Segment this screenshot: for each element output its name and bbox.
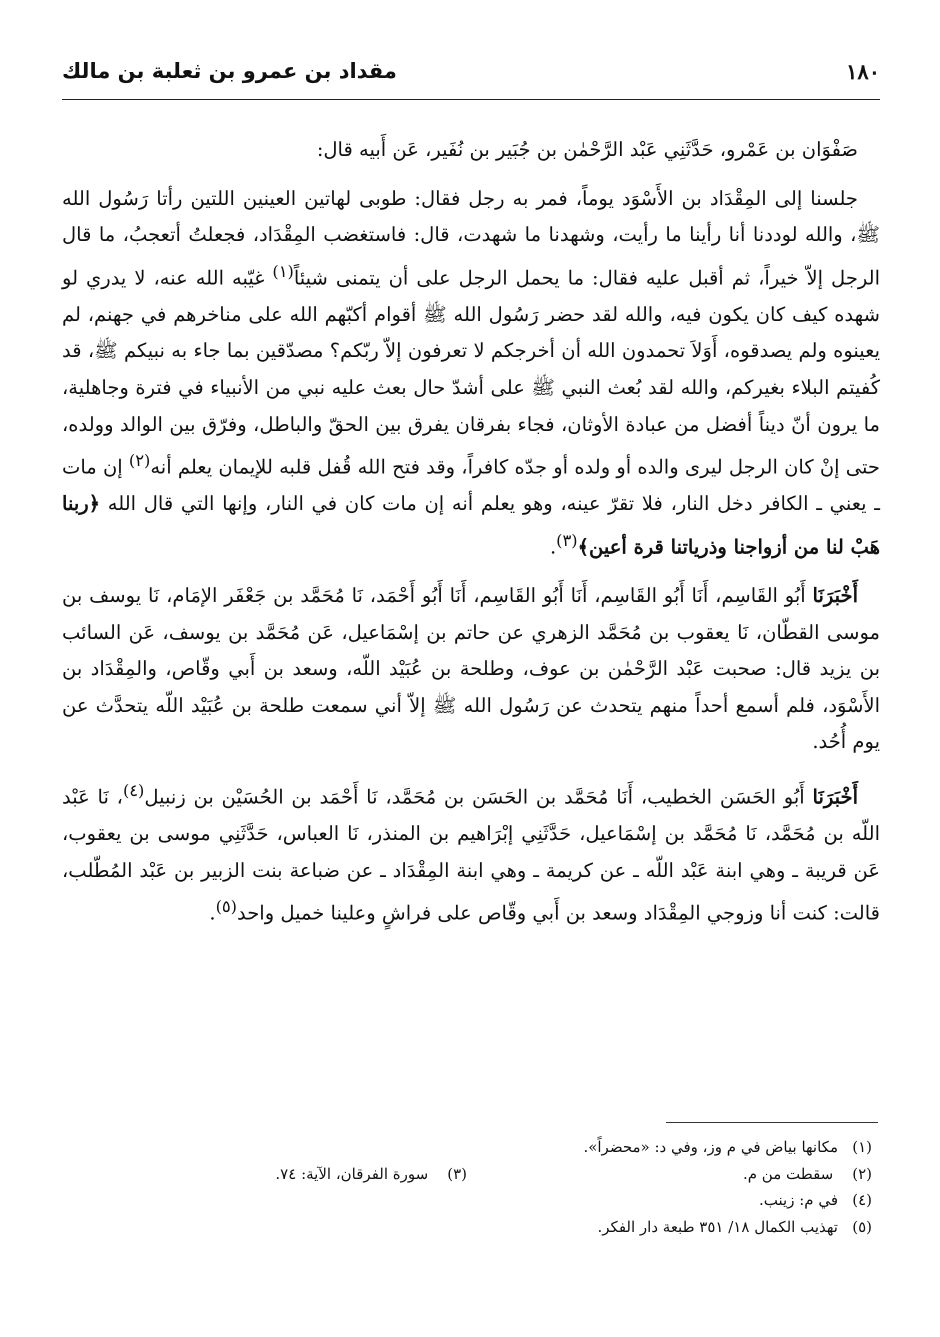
footnote-text: تهذيب الكمال ١٨/ ٣٥١ طبعة دار الفكر. <box>597 1217 838 1236</box>
paragraph-2-text-c: إن مات ـ يعني ـ الكافر دخل النار، فلا تقرّ عينه، وهو يعلم أنه إن مات كان في النار، وإنها التي قال الله <box>62 455 880 516</box>
footnote-ref-2: (٢) <box>128 451 151 471</box>
paragraph-1: صَفْوَان بن عَمْرو، حَدَّثَنِي عَبْد الرَّحْمٰن بن جُبَير بن نُفَير، عَن أَبيه قال: <box>316 138 858 161</box>
footnote-number: (٥) <box>852 1217 872 1236</box>
akhbarana-lead: أَخْبَرَنَا <box>812 584 858 608</box>
footnote-text: مكانها بياض في م وز، وفي د: «محضراً». <box>583 1138 838 1156</box>
footnote-number: (٢) <box>852 1164 872 1183</box>
footnote-ref-5: (٥) <box>215 897 237 917</box>
footnote-row-2-3 <box>62 1161 872 1188</box>
footnote-ref-3: (٣) <box>556 530 578 550</box>
paragraph-2-text-b: غيّبه الله عنه، لا يدري لو شهده كيف كان يكون فيه، والله لقد حضر رَسُول الله ﷺ أقوام أكبّهم الله على مناخرهم في جهنم، لم يعينوه ولم يصدقوه، أَوَلاَ تحمدون الله أن أخرجكم لا تعرفون إلاّ ربّكم؟ مصدّقين بما جاء به نبيكم ﷺ، قد كُفيتم البلاء بغيركم، والله لقد بُعث النبي ﷺ على أشدّ حال بعث عليه نبي من الأنبياء في فترة وجاهلية، ما يرون أنّ ديناً أفضل من عبادة الأوثان، فجاء بفرقان يفرق بين الحقّ والباطل، وفرّق بين الوالد وولده، حتى إنْ كان الرجل ليرى والده أو ولده أو جدّه كافراً، وقد فتح الله قُفل قلبه للإيمان يعلم أنه <box>62 266 880 479</box>
footnote-ref-4: (٤) <box>122 781 145 800</box>
paragraph-4-text-c: . <box>209 901 216 925</box>
footnote-ref-1: (١) <box>272 261 294 281</box>
page-header <box>62 55 880 100</box>
paragraph-4 <box>62 773 880 932</box>
footnote-5 <box>62 1214 872 1241</box>
running-title: مقداد بن عمرو بن ثعلبة بن مالك <box>62 59 397 83</box>
footnote-number: (٣) <box>447 1164 467 1183</box>
paragraph-4-text-a: أَبُو الحَسَن الخطيب، أَنَا مُحَمَّد بن الحَسَن بن مُحَمَّد، نَا أَحْمَد بن الحُسَيْن بن زنبيل <box>144 785 813 809</box>
footnote-text: في م: زينب. <box>759 1191 838 1209</box>
footnote-text: سورة الفرقان، الآية: ٧٤. <box>275 1164 429 1183</box>
paragraph-4-text-b: ، نَا عَبْد اللّه بن مُحَمَّد، نَا مُحَمَّد بن إسْمَاعيل، حَدَّثَنِي إبْرَاهيم بن المنذر، نَا العباس، حَدَّثَنِي موسى بن يعقوب، عَن قريبة ـ وهي ابنة عَبْد اللّه ـ عن كريمة ـ وهي ابنة المِقْدَاد ـ عن ضباعة بنت الزبير بن عَبْد المُطّلب، قالت: كنت أنا وزوجي المِقْدَاد وسعد بن أَبي وقّاص على فراشٍ وعلينا خميل واحد <box>62 785 880 925</box>
footnotes <box>62 1134 872 1240</box>
paragraph-2-text-d: . <box>549 535 557 559</box>
footnote-4 <box>62 1187 872 1214</box>
footnote-divider <box>666 1122 878 1123</box>
footnote-text: سقطت من م. <box>742 1164 834 1183</box>
page-number: ١٨٠ <box>846 59 880 84</box>
main-text <box>62 132 880 932</box>
footnote-number: (٤) <box>852 1191 872 1209</box>
footnote-number: (١) <box>852 1138 872 1156</box>
paragraph-2 <box>62 181 880 566</box>
footnote-1 <box>62 1134 872 1161</box>
akhbarana-lead-2: أَخْبَرَنَا <box>812 785 858 809</box>
footnote-2 <box>467 1161 872 1188</box>
paragraph-3-text: أَبُو القَاسِم، أَنَا أَبُو القَاسِم، أَنَا أَبُو القَاسِم، أَنَا أَبُو أَحْمَد، نَا مُحَمَّد بن جَعْفَر الإمَام، نَا يوسف بن موسى القطّان، نَا يعقوب بن مُحَمَّد الزهري عن حاتم بن إسْمَاعيل، عَن مُحَمَّد بن يوسف، عَن السائب بن يزيد قال: صحبت عَبْد الرَّحْمٰن بن عوف، وطلحة بن عُبَيْد اللّه، وسعد بن أَبي وقّاص، والمِقْدَاد بن الأَسْوَد، فلم أسمع أحداً منهم يتحدث عن رَسُول الله ﷺ إلاّ أني سمعت طلحة بن عُبَيْد اللّه يتحدَّث عن يوم أُحُد. <box>62 584 880 754</box>
footnote-3 <box>62 1161 467 1188</box>
quran-verse: ﴿ربنا هَبْ لنا من أزواجنا وذرياتنا قرة أعين﴾ <box>62 492 880 559</box>
paragraph-2-text-a: جلسنا إلى المِقْدَاد بن الأَسْوَد يوماً، فمر به رجل فقال: طوبى لهاتين العينين اللتين رأتا رَسُول الله ﷺ، والله لوددنا أنا رأينا ما رأيت، وشهدنا ما شهدت، قال: فاستغضب المِقْدَاد، فجعلتُ أتعجبُ، ما قال الرجل إلاّ خيراً، ثم أقبل عليه فقال: ما يحمل الرجل على أن يتمنى شيئاً <box>62 186 880 290</box>
paragraph-3 <box>62 578 880 761</box>
